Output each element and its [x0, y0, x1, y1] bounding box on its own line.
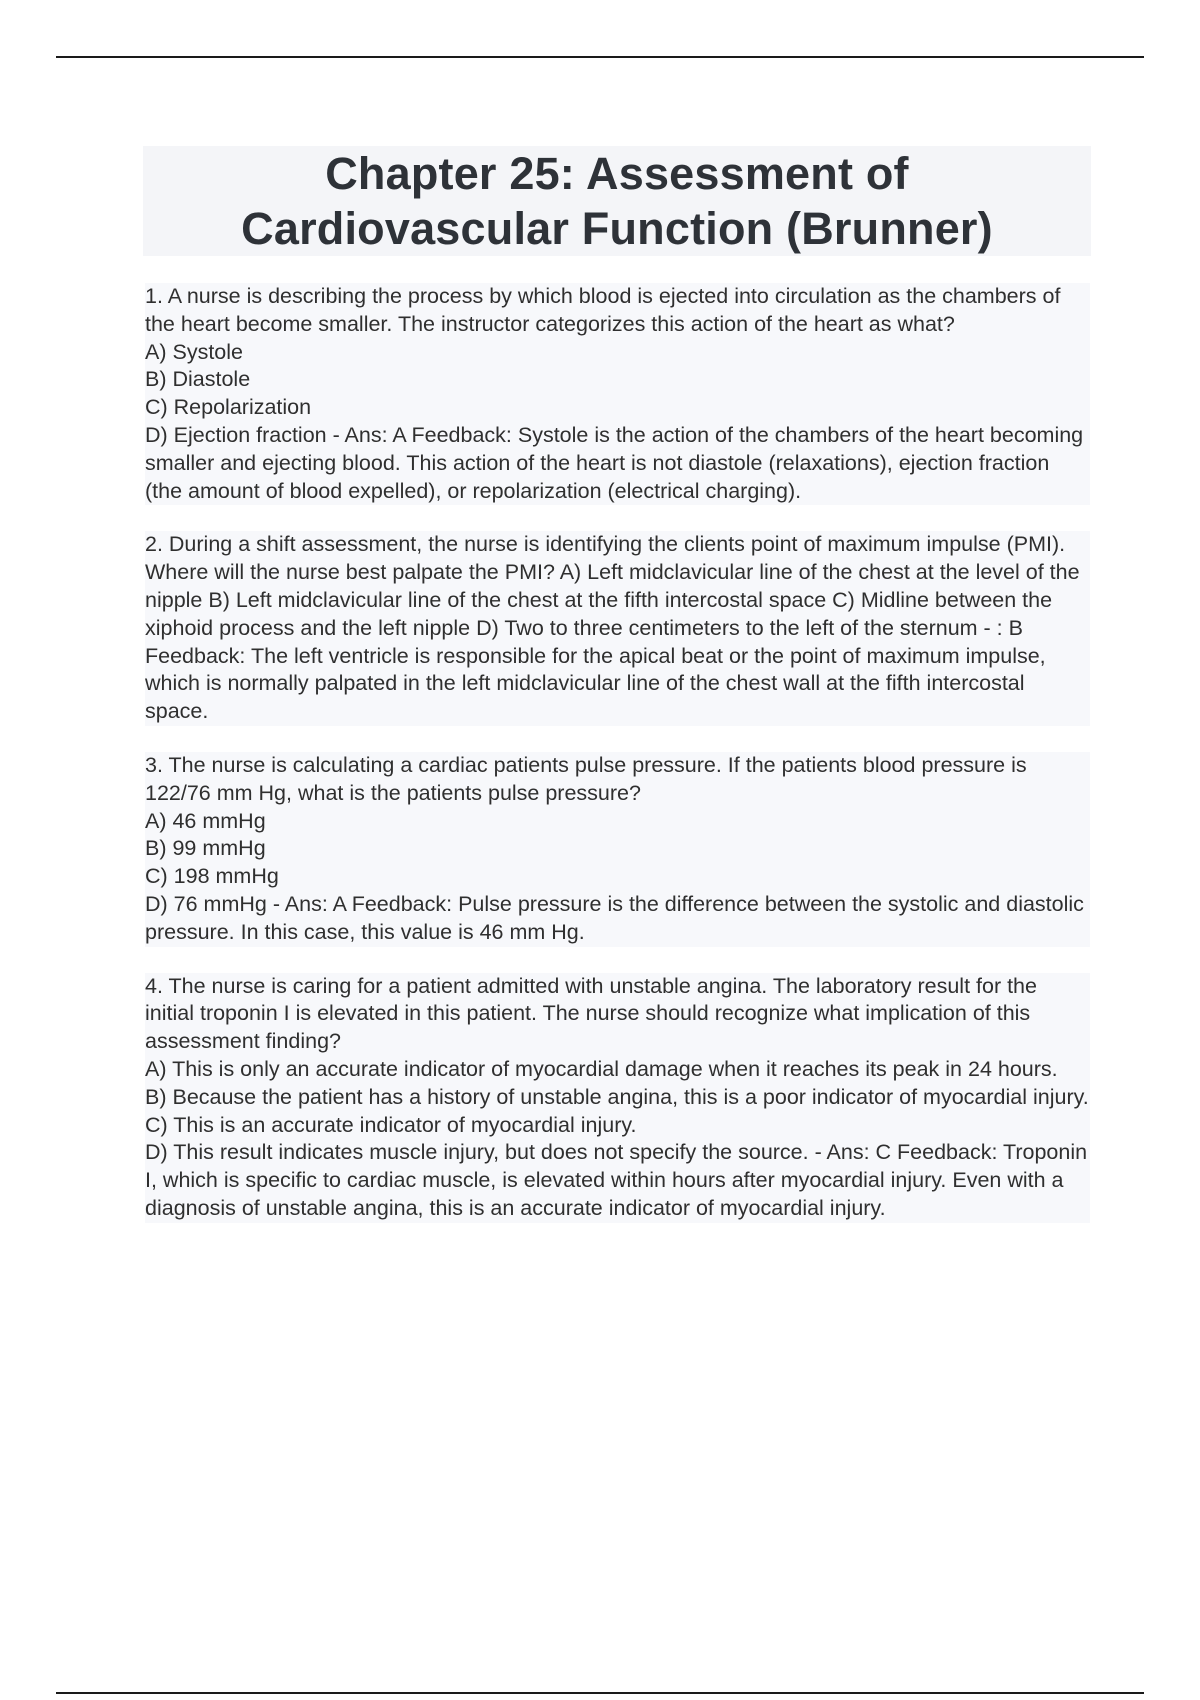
- answer-option-with-feedback: D) 76 mmHg - Ans: A Feedback: Pulse pressure is the difference between the systolic and diastolic pressure. In this case, this value is 46 mm Hg.: [145, 891, 1090, 947]
- page-title-line-2: Cardiovascular Function (Brunner): [241, 203, 993, 254]
- question-stem: 1. A nurse is describing the process by which blood is ejected into circulation as the chambers of the heart become smaller. The instructor categorizes this action of the heart as what?: [145, 283, 1090, 339]
- question-1: [145, 283, 1090, 505]
- question-2: [145, 531, 1090, 726]
- answer-option-with-feedback: D) Ejection fraction - Ans: A Feedback: Systole is the action of the chambers of the heart becoming smaller and ejecting blood. This action of the heart is not diastole (relaxations), ejection fraction (the amount of blood expelled), or repolarization (electrical charging).: [145, 422, 1090, 505]
- answer-option: C) 198 mmHg: [145, 863, 1090, 891]
- answer-option: B) 99 mmHg: [145, 835, 1090, 863]
- title-banner: [143, 146, 1091, 256]
- page-title: [241, 146, 993, 256]
- question-4: [145, 973, 1090, 1223]
- question-3: [145, 752, 1090, 947]
- answer-option: A) Systole: [145, 339, 1090, 367]
- answer-option: A) 46 mmHg: [145, 808, 1090, 836]
- answer-option: B) Because the patient has a history of unstable angina, this is a poor indicator of myocardial injury.: [145, 1084, 1090, 1112]
- answer-option: C) Repolarization: [145, 394, 1090, 422]
- question-stem: 2. During a shift assessment, the nurse is identifying the clients point of maximum impulse (PMI). Where will the nurse best palpate the PMI? A) Left midclavicular line of the chest at the level of the nipple B) Left midclavicular line of the chest at the fifth intercostal space C) Midline between the xiphoid process and the left nipple D) Two to three centimeters to the left of the sternum - : B Feedback: The left ventricle is responsible for the apical beat or the point of maximum impulse, which is normally palpated in the left midclavicular line of the chest wall at the fifth intercostal space.: [145, 531, 1090, 726]
- answer-option-with-feedback: D) This result indicates muscle injury, but does not specify the source. - Ans: C Feedback: Troponin I, which is specific to cardiac muscle, is elevated within hours after myocardial injury. Even with a diagnosis of unstable angina, this is an accurate indicator of myocardial injury.: [145, 1139, 1090, 1222]
- question-stem: 3. The nurse is calculating a cardiac patients pulse pressure. If the patients blood pressure is 122/76 mm Hg, what is the patients pulse pressure?: [145, 752, 1090, 808]
- answer-option: C) This is an accurate indicator of myocardial injury.: [145, 1112, 1090, 1140]
- page-title-line-1: Chapter 25: Assessment of: [325, 148, 909, 199]
- question-stem: 4. The nurse is caring for a patient admitted with unstable angina. The laboratory result for the initial troponin I is elevated in this patient. The nurse should recognize what implication of this assessment finding?: [145, 973, 1090, 1056]
- answer-option: A) This is only an accurate indicator of myocardial damage when it reaches its peak in 24 hours.: [145, 1056, 1090, 1084]
- answer-option: B) Diastole: [145, 366, 1090, 394]
- question-list: [145, 283, 1090, 1249]
- top-rule: [56, 56, 1144, 58]
- bottom-rule: [56, 1692, 1144, 1694]
